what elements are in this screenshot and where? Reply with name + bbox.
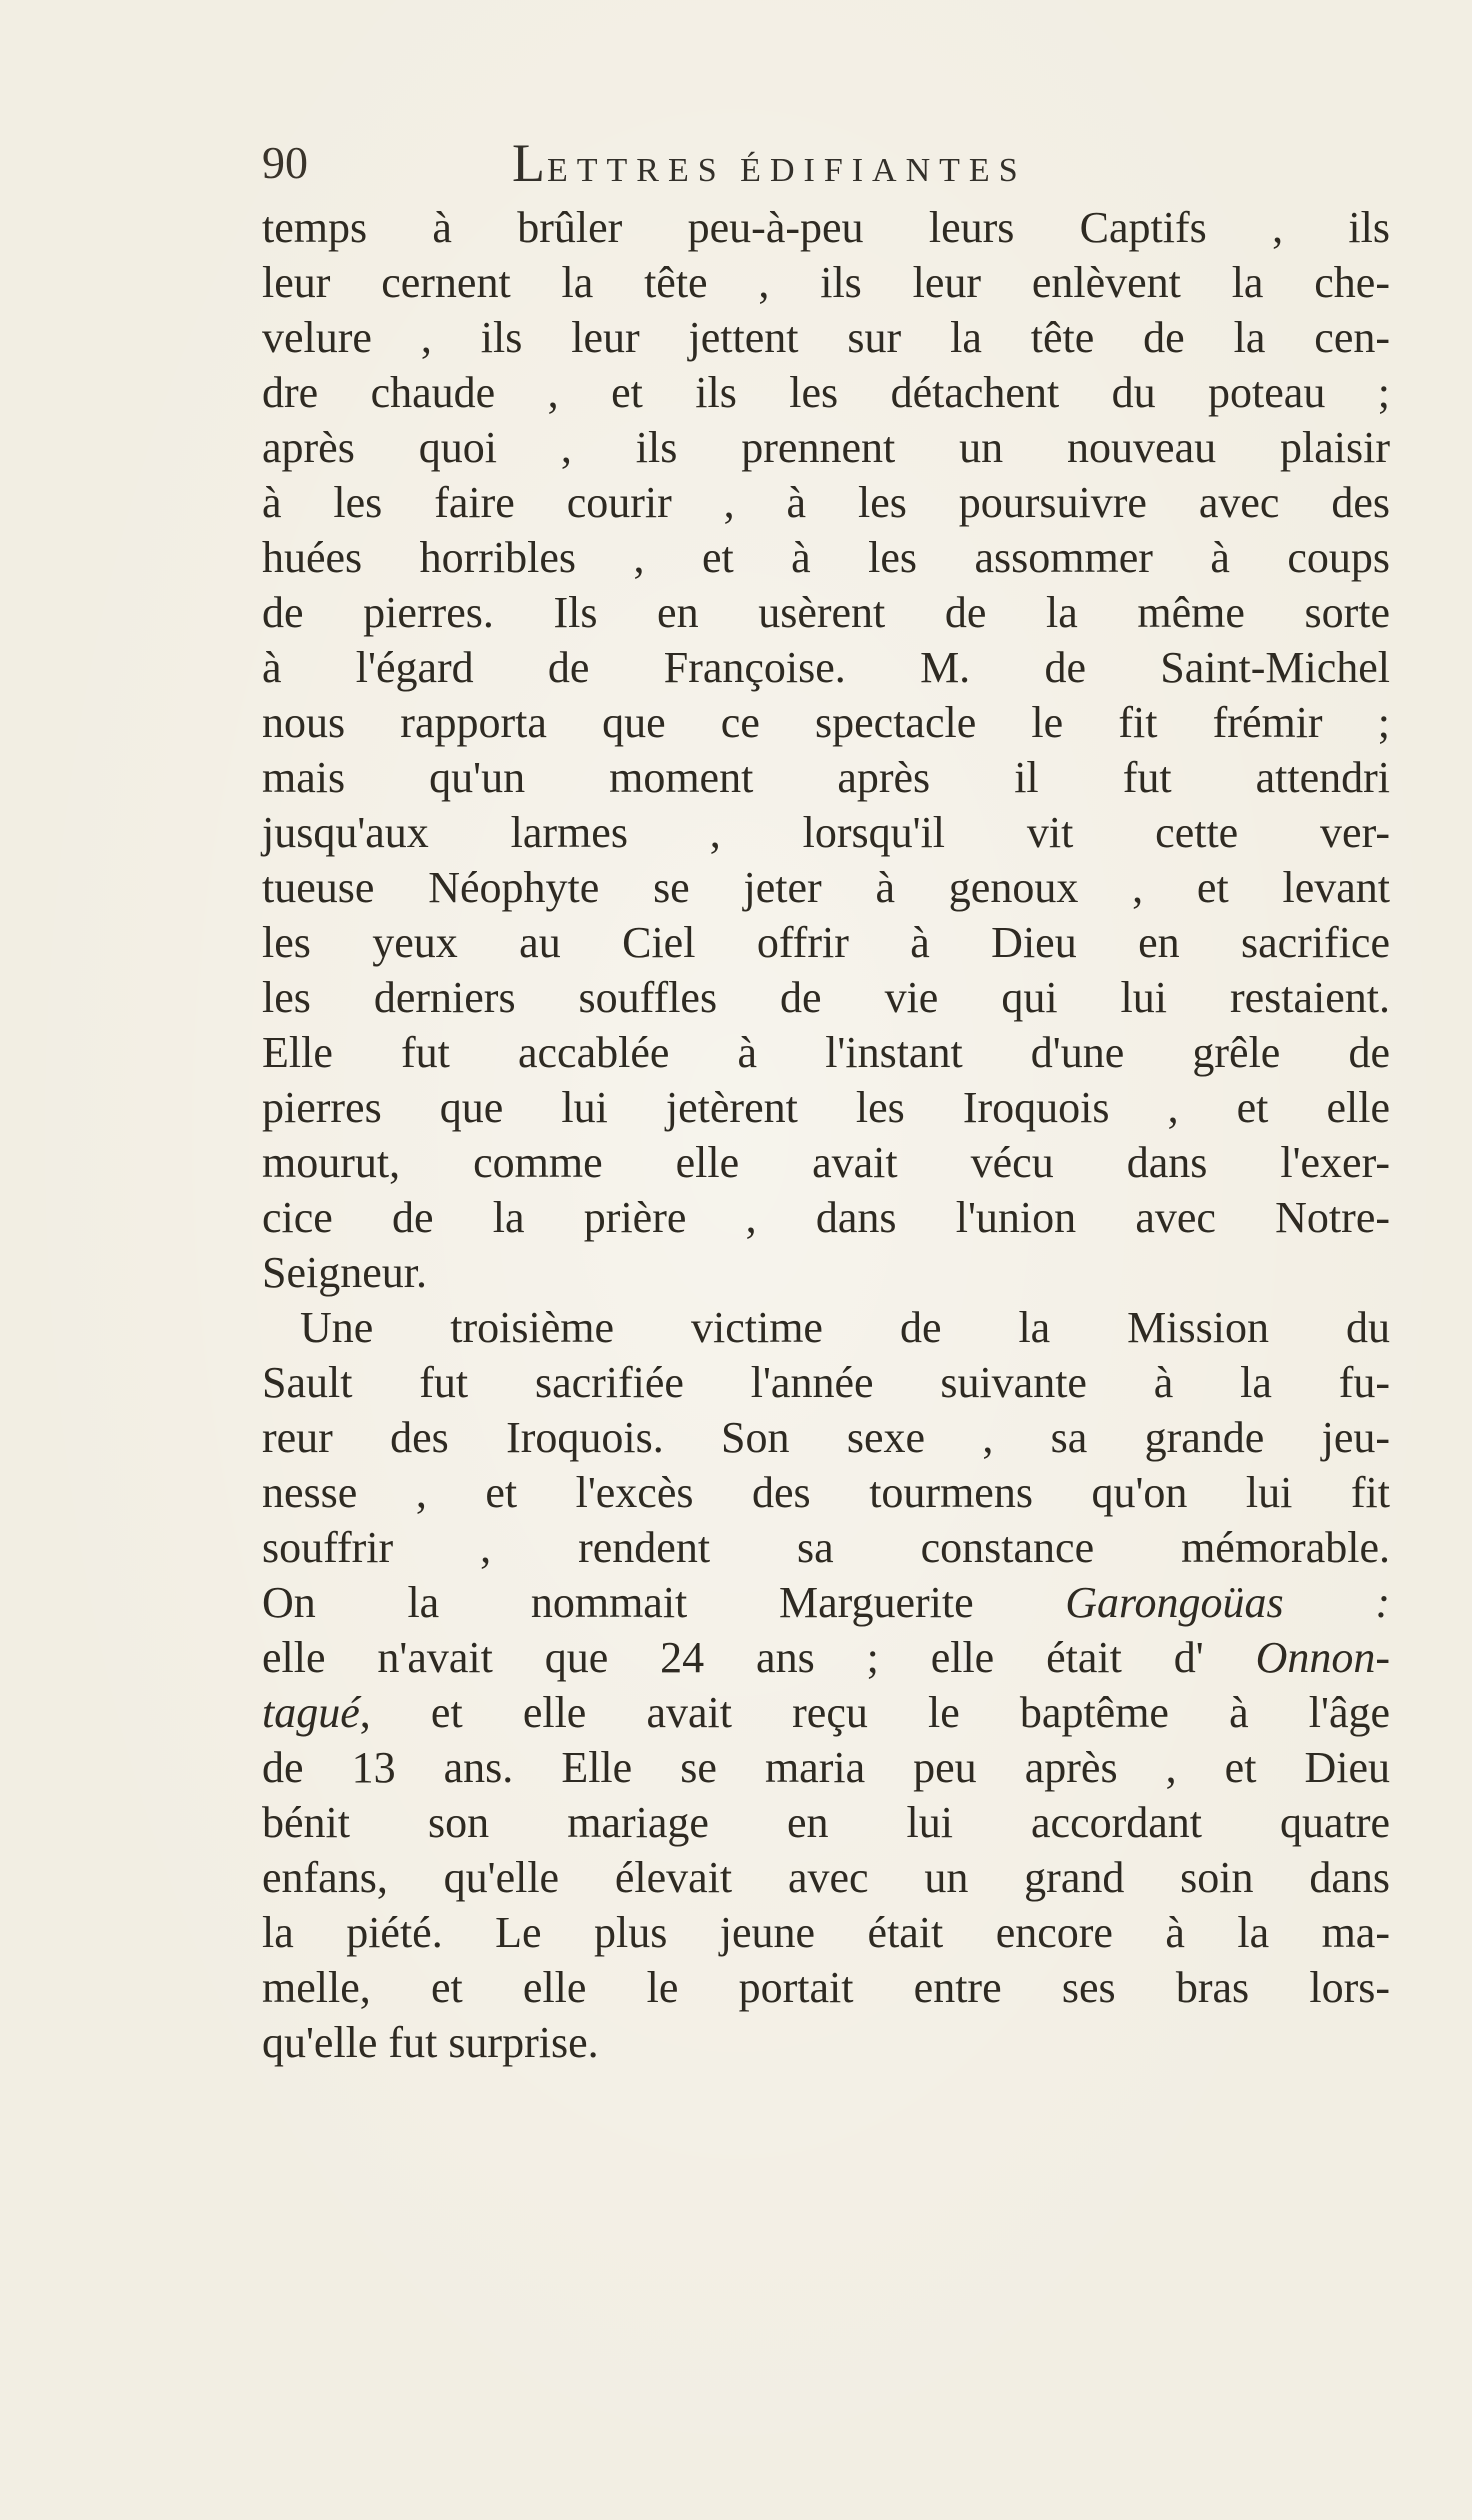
text-line: Sault fut sacrifiée l'année suivante à la fu- (262, 1358, 1390, 1407)
page-header (262, 132, 1222, 192)
text-line: à les faire courir , à les poursuivre avec des (262, 478, 1390, 527)
text-line: leur cernent la tête , ils leur enlèvent la che- (262, 258, 1390, 307)
text-line: après quoi , ils prennent un nouveau plaisir (262, 423, 1390, 472)
text-line: Seigneur. (262, 1248, 427, 1297)
text-line: de 13 ans. Elle se maria peu après , et Dieu (262, 1743, 1390, 1792)
text-line: Elle fut accablée à l'instant d'une grêle de (262, 1028, 1390, 1077)
text-line (262, 1575, 1390, 1630)
page-number: 90 (262, 137, 308, 188)
text-line: à l'égard de Françoise. M. de Saint-Michel (262, 643, 1390, 692)
text-line: de pierres. Ils en usèrent de la même sorte (262, 588, 1390, 637)
text-line: dre chaude , et ils les détachent du poteau ; (262, 368, 1390, 417)
text-line: qu'elle fut surprise. (262, 2018, 599, 2067)
running-title-word-1: ETTRES (547, 152, 726, 189)
italic-place-name: tagué (262, 1688, 360, 1737)
text-line: mourut, comme elle avait vécu dans l'exer- (262, 1138, 1390, 1187)
text-line: les derniers souffles de vie qui lui restaient. (262, 973, 1390, 1022)
text-segment: , et elle avait reçu le baptême à l'âge (359, 1688, 1390, 1737)
text-line: tueuse Néophyte se jeter à genoux , et levant (262, 863, 1390, 912)
text-line: nesse , et l'excès des tourmens qu'on lui fit (262, 1468, 1390, 1517)
text-segment: elle n'avait que 24 ans ; elle était d' (262, 1633, 1256, 1682)
text-line: melle, et elle le portait entre ses bras lors- (262, 1963, 1390, 2012)
text-line: souffrir , rendent sa constance mémorable. (262, 1523, 1390, 1572)
text-line: bénit son mariage en lui accordant quatre (262, 1798, 1390, 1847)
text-line: cice de la prière , dans l'union avec Notre- (262, 1193, 1390, 1242)
running-title-initial: L (512, 133, 547, 193)
text-line: mais qu'un moment après il fut attendri (262, 753, 1390, 802)
running-title-word-2: ÉDIFIANTES (740, 152, 1027, 189)
text-line: reur des Iroquois. Son sexe , sa grande jeu- (262, 1413, 1390, 1462)
text-line: huées horribles , et à les assommer à coups (262, 533, 1390, 582)
text-segment: On la nommait Marguerite (262, 1578, 1066, 1627)
italic-name: Garongoüas : (1065, 1578, 1390, 1627)
text-line: la piété. Le plus jeune était encore à la ma- (262, 1908, 1390, 1957)
text-line: jusqu'aux larmes , lorsqu'il vit cette ver- (262, 808, 1390, 857)
paragraph-start-line: Une troisième victime de la Mission du (300, 1303, 1390, 1352)
text-line: nous rapporta que ce spectacle le fit frémir ; (262, 698, 1390, 747)
italic-place-name: Onnon- (1255, 1633, 1390, 1682)
text-line: velure , ils leur jettent sur la tête de la cen- (262, 313, 1390, 362)
running-title (512, 132, 1027, 194)
text-line (262, 1630, 1390, 1685)
text-line: les yeux au Ciel offrir à Dieu en sacrifice (262, 918, 1390, 967)
text-line: temps à brûler peu-à-peu leurs Captifs , ils (262, 203, 1390, 252)
text-line: enfans, qu'elle élevait avec un grand soin dans (262, 1853, 1390, 1902)
text-line (262, 1685, 1390, 1740)
body-text (262, 200, 1390, 2070)
text-line: pierres que lui jetèrent les Iroquois , et elle (262, 1083, 1390, 1132)
